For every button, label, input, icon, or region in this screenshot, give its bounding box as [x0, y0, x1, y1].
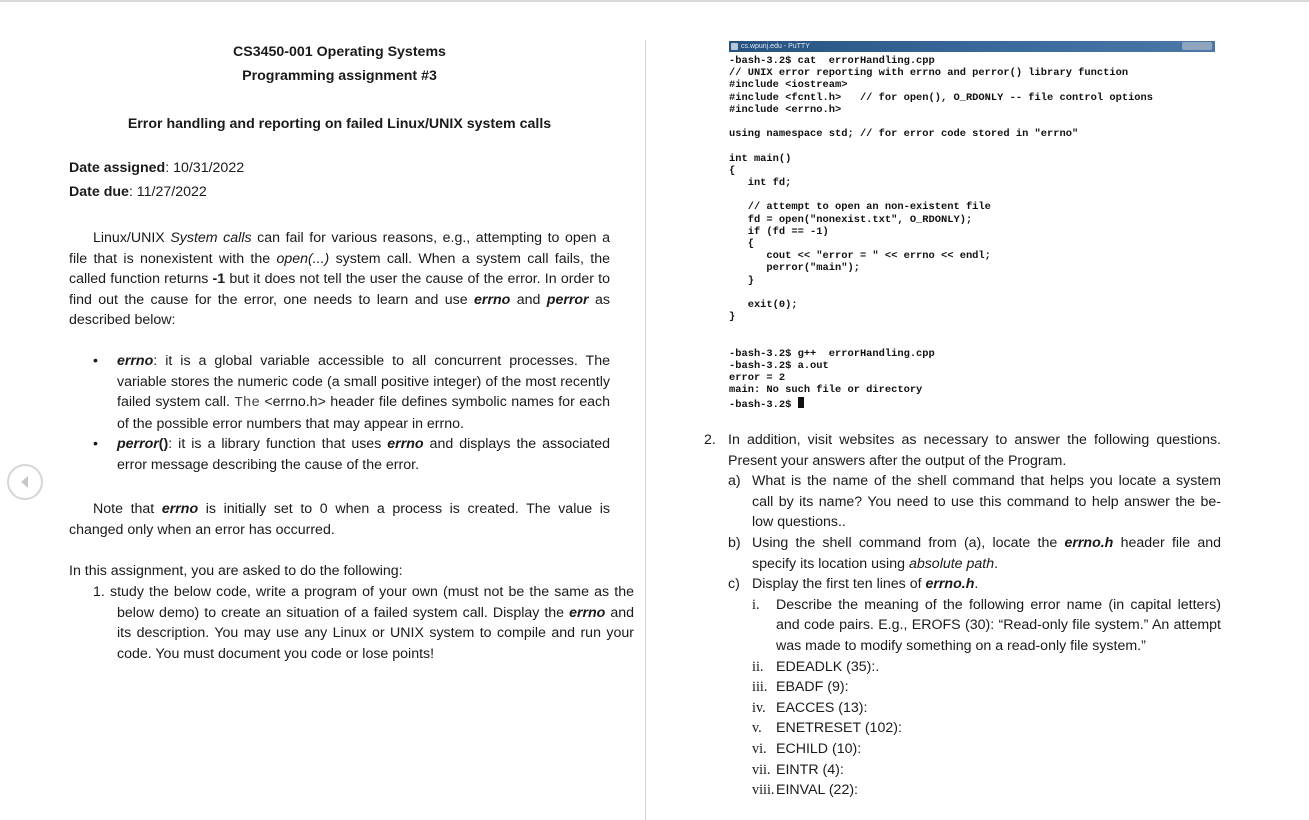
list-item: v. ENETRESET (102):	[752, 720, 902, 737]
date-assigned: Date assigned: 10/31/2022	[69, 160, 245, 176]
section-heading: Error handling and reporting on failed Linux/UNIX system calls	[127, 116, 552, 132]
question-2c: c) Display the first ten lines of errno.h.	[728, 576, 979, 593]
course-title: CS3450-001 Operating Systems	[233, 44, 446, 60]
list-item: • errno: it is a global variable accessible to all concurrent processes. The variable stores the numeric code (a small positive integer) of the most recently failed system call. The <errno.h> header file defines symbolic names for each of the possible error numbers that may appear in errno.	[93, 353, 610, 432]
bullet-icon: •	[93, 353, 98, 369]
page-divider	[645, 40, 646, 820]
list-item: vii. EINTR (4):	[752, 761, 844, 778]
question-2a: a) What is the name of the shell command that helps you locate a system call by its name? You need to use this command to help answer the be-low questions..	[728, 473, 1221, 531]
putty-screenshot	[729, 41, 1215, 413]
definitions-list	[93, 351, 610, 476]
back-button[interactable]	[7, 464, 43, 500]
assignment-title: Programming assignment #3	[242, 68, 437, 84]
list-item: ii. EDEADLK (35):.	[752, 658, 880, 675]
list-item: • perror(): it is a library function that uses errno and displays the associated error message describing the cause of the error.	[93, 436, 610, 473]
putty-icon	[731, 43, 738, 50]
terminal-output: -bash-3.2$ cat errorHandling.cpp // UNIX error reporting with errno and perror() library function #include <iostream> #include <fcntl.h> // for open(), O_RDONLY -- file control options #include <errno.h> using namespace std; // for error code stored in "errno" int main() { int fd; // attempt to open an non-existent file fd = open("nonexist.txt", O_RDONLY); if (fd == -1) { cout << "error = " << errno << endl; perror("main"); } exit(0); } -bash-3.2$ g++ errorHandling.cpp -bash-3.2$ a.out error = 2 main: No such file or directory -bash-3.2$	[729, 55, 1154, 411]
question-2: 2. In addition, visit websites as necessary to answer the following questions. Present your answers after the output of the Program.	[704, 432, 1221, 469]
error-code-list	[704, 657, 1221, 801]
task-1: 1. study the below code, write a program of your own (must not be the same as the below demo) to create an situation of a failed system call. Display the errno and its description. You may use any Linux or UNIX system to compile and run your code. You must document you code or lose points!	[93, 584, 634, 662]
question-2c-i: i. Describe the meaning of the following error name (in capital letters) and code pairs. E.g., EROFS (30): “Read-only file system.” An attempt was made to modify something on a read-only file system.”	[752, 596, 1221, 654]
note-paragraph: Note that errno is initially set to 0 when a process is created. The value is changed only when an error has occurred.	[69, 501, 610, 538]
list-item: vi. ECHILD (10):	[752, 740, 862, 757]
dates-block	[69, 158, 244, 205]
cursor-icon	[798, 397, 804, 408]
right-page	[704, 430, 1221, 801]
putty-titlebar	[729, 41, 1215, 52]
task-intro: In this assignment, you are asked to do the following:	[69, 563, 403, 579]
top-border	[0, 0, 1309, 2]
question-2b: b) Using the shell command from (a), locate the errno.h header file and specify its location using absolute path.	[728, 534, 1221, 572]
intro-paragraph: Linux/UNIX System calls can fail for various reasons, e.g., attempting to open a file that is nonexistent with the open(...) system call. When a system call fails, the called function returns -1 but it does not tell the user the cause of the error. In order to find out the cause for the error, one needs to learn and use errno and perror as described below:	[69, 230, 611, 329]
list-item: iv. EACCES (13):	[752, 699, 868, 716]
chevron-left-icon	[17, 474, 33, 490]
list-item: iii. EBADF (9):	[752, 679, 849, 696]
list-item: viii. EINVAL (22):	[752, 782, 858, 799]
bullet-icon: •	[93, 436, 98, 453]
putty-title: cs.wpunj.edu - PuTTY	[741, 43, 810, 50]
date-due: Date due: 11/27/2022	[69, 183, 207, 200]
window-controls-icon	[1182, 42, 1212, 50]
